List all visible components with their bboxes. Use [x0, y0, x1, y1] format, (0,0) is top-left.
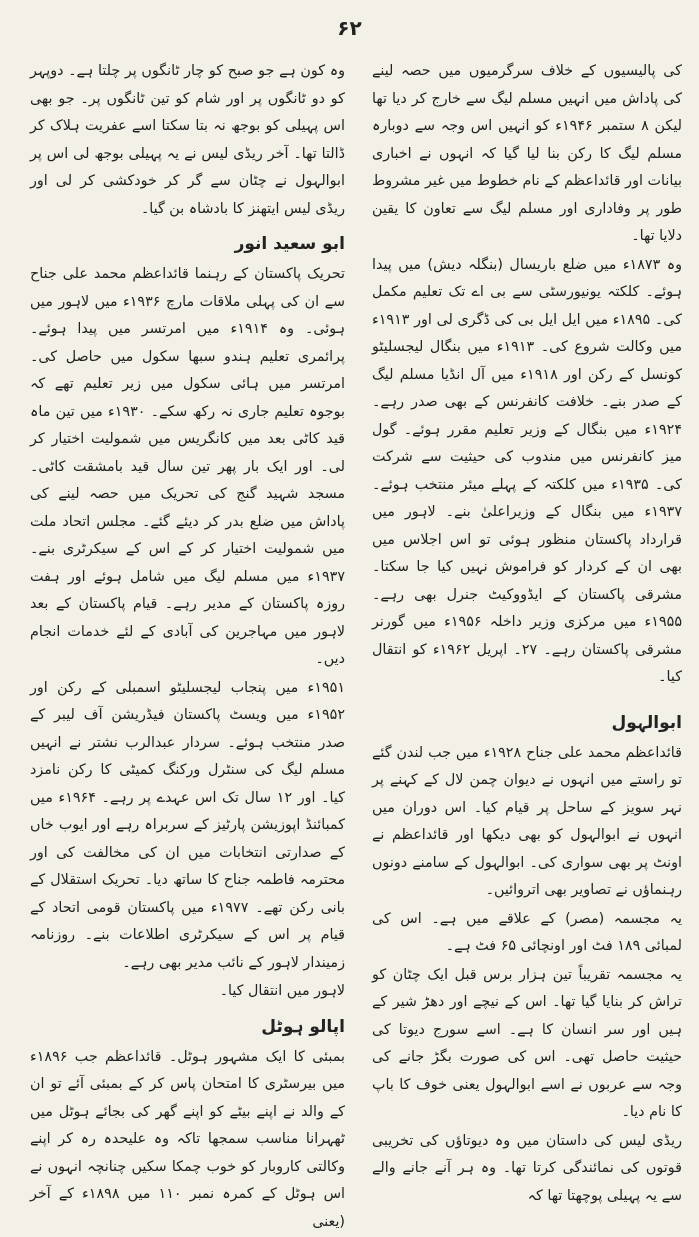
paragraph: بمبئی کا ایک مشہور ہوٹل۔ قائداعظم جب ۱۸۹۶ء میں بیرسٹری کا امتحان پاس کر کے بمبئی آئے تو ان کے والد نے اپنے بیٹے کو اپنے گھر کی بجائے ہوٹل میں ٹھہرانا مناسب سمجھا تاکہ وہ علیحدہ رہ کر اپنے وکالتی کاروبار کو خوب چمکا سکیں چنانچہ انہوں نے اس ہوٹل کے کمرہ نمبر ۱۱۰ میں ۱۸۹۸ء کے آخر (یعنی [30, 1048, 345, 1230]
paragraph: ریڈی لیس کی داستان میں وہ دیوتاؤں کی تخریبی قوتوں کی نمائندگی کرتا تھا۔ وہ ہر آنے جانے والے سے یہ پہیلی پوچھتا تھا کہ [372, 1132, 682, 1204]
section-heading-abu-saeed-anwar: ابو سعید انور [234, 234, 345, 254]
paragraph: وہ کون ہے جو صبح کو چار ٹانگوں پر چلتا ہے۔ دوپہر کو دو ٹانگوں پر اور شام کو تین ٹانگوں پر۔ جو بھی اس پہیلی کو بوجھ نہ بتا سکتا اسے عفریت ہلاک کر ڈالتا تھا۔ آخر ریڈی لیس نے یہ پہیلی بوجھ لی اس پر ابوالہول نے چٹان سے گر کر خودکشی کر لی اور ریڈی لیس ایتھنز کا بادشاہ بن گیا۔ [30, 63, 345, 217]
paragraph: لاہور میں انتقال کیا۔ [219, 983, 345, 999]
paragraph: ۱۹۵۱ء میں پنجاب لیجسلیٹو اسمبلی کے رکن اور ۱۹۵۲ء میں ویسٹ پاکستان فیڈریشن آف لیبر کے صدر منتخب ہوئے۔ سردار عبدالرب نشتر نے انہیں مسلم لیگ کی سنٹرل ورکنگ کمیٹی کا رکن نامزد کیا۔ اور ۱۲ سال تک اس عہدے پر رہے۔ ۱۹۶۴ء میں کمبائنڈ اپوزیشن پارٹیز کے سربراہ رہے اور ایوب خاں کے صدارتی انتخابات میں ان کی مخالفت کی اور محترمہ فاطمہ جناح کا ساتھ دیا۔ تحریک استقلال کے بانی رکن تھے۔ ۱۹۷۷ء میں پاکستان قومی اتحاد کے قیام پر اس کے سیکرٹری اطلاعات بنے۔ روزنامہ زمیندار لاہور کے نائب مدیر بھی رہے۔ [30, 679, 345, 971]
section-heading-abul-haul: ابوالہول [611, 712, 682, 733]
paragraph: وہ ۱۸۷۳ء میں ضلع باریسال (بنگلہ دیش) میں پیدا ہوئے۔ کلکتہ یونیورسٹی سے بی اے تک تعلیم مکمل کی۔ ۱۸۹۵ء میں ایل ایل بی کی ڈگری لی اور ۱۹۱۳ء میں وکالت شروع کی۔ ۱۹۱۳ء میں بنگال لیجسلیٹو کونسل کے رکن اور ۱۹۱۸ء میں آل انڈیا مسلم لیگ کے صدر بنے۔ خلافت کانفرنس کے بھی صدر رہے۔ ۱۹۲۴ء میں بنگال کے وزیر تعلیم مقرر ہوئے۔ گول میز کانفرنس میں مندوب کی حیثیت سے شرکت کی۔ ۱۹۳۵ء میں کلکتہ کے پہلے میئر منتخب ہوئے۔ ۱۹۳۷ء میں بنگال کے وزیراعلیٰ بنے۔ لاہور میں قرارداد پاکستان منظور ہوئی تو اس اجلاس میں بھی ان کے کردار کو فراموش نہیں کیا جا سکتا۔ مشرقی پاکستان کے ایڈووکیٹ جنرل بھی رہے۔ ۱۹۵۵ء میں مرکزی وزیر داخلہ ۱۹۵۶ء میں گورنر مشرقی پاکستان رہے۔ ۲۷۔ اپریل ۱۹۶۲ء کو انتقال کیا۔ [372, 256, 683, 685]
paragraph: تحریک پاکستان کے رہنما قائداعظم محمد علی جناح سے ان کی پہلی ملاقات مارچ ۱۹۳۶ء میں لاہور میں ہوئی۔ وہ ۱۹۱۴ء میں امرتسر میں پیدا ہوئے۔ پرائمری تعلیم ہندو سبھا سکول میں حاصل کی۔ امرتسر میں ہائی سکول میں زیر تعلیم تھے کہ بوجوہ تعلیم جاری نہ رکھ سکے۔ ۱۹۳۰ء میں تین ماہ قید کاٹی بعد میں کانگریس میں شمولیت اختیار کر لی۔ اور ایک بار پھر تین سال قید بامشقت کاٹی۔ مسجد شہید گنج کی تحریک میں حصہ لینے کی پاداش میں ضلع بدر کر دیئے گئے۔ مجلس اتحاد ملت میں شمولیت اختیار کر کے اس کے سیکرٹری بنے۔ ۱۹۳۷ء میں مسلم لیگ میں شامل ہوئے اور ہفت روزہ پاکستان کے مدیر رہے۔ قیام پاکستان کے بعد لاہور میں مہاجرین کی آبادی کے لئے خدمات انجام دیں۔ [30, 266, 345, 667]
page-number: ۶۲ [337, 16, 362, 40]
paragraph: قائداعظم محمد علی جناح ۱۹۲۸ء میں جب لندن گئے تو راستے میں انہوں نے دیوان چمن لال کے کہنے پر نہر سویز کے ساحل پر قیام کیا۔ اس دوران میں انہوں نے ابوالہول کو بھی دیکھا اور قائداعظم نے اونٹ پر بھی سواری کی۔ ابوالہول کے سامنے دونوں رہنماؤں نے تصاویر بھی اتروائیں۔ [372, 744, 682, 898]
right-column [372, 58, 682, 1211]
paragraph: یہ مجسمہ (مصر) کے علاقے میں ہے۔ اس کی لمبائی ۱۸۹ فٹ اور اونچائی ۶۵ فٹ ہے۔ [372, 910, 682, 954]
section-heading-apollo-hotel: اپالو ہوٹل [261, 1016, 345, 1037]
paragraph: کی پالیسیوں کے خلاف سرگرمیوں میں حصہ لینے کی پاداش میں انہیں مسلم لیگ سے خارج کر دیا تھا لیکن ۸ ستمبر ۱۹۴۶ء کو انہیں اس وجہ سے دوبارہ مسلم لیگ کا رکن بنا لیا گیا کہ انہوں نے اخباری بیانات اور قائداعظم کے نام خطوط میں غیر مشروط طور پر وفاداری اور مسلم لیگ سے تعاون کا یقین دلایا تھا۔ [372, 63, 682, 244]
left-column [30, 58, 345, 1237]
paragraph: یہ مجسمہ تقریباً تین ہزار برس قبل ایک چٹان کو تراش کر بنایا گیا تھا۔ اس کے نیچے اور دھڑ شیر کے ہیں اور سر انسان کا ہے۔ اسے سورج دیوتا کی حیثیت حاصل تھی۔ اس کی صورت بگڑ جانے کی وجہ سے عربوں نے اسے ابوالہول یعنی خوف کا باپ کا نام دیا۔ [372, 966, 682, 1120]
